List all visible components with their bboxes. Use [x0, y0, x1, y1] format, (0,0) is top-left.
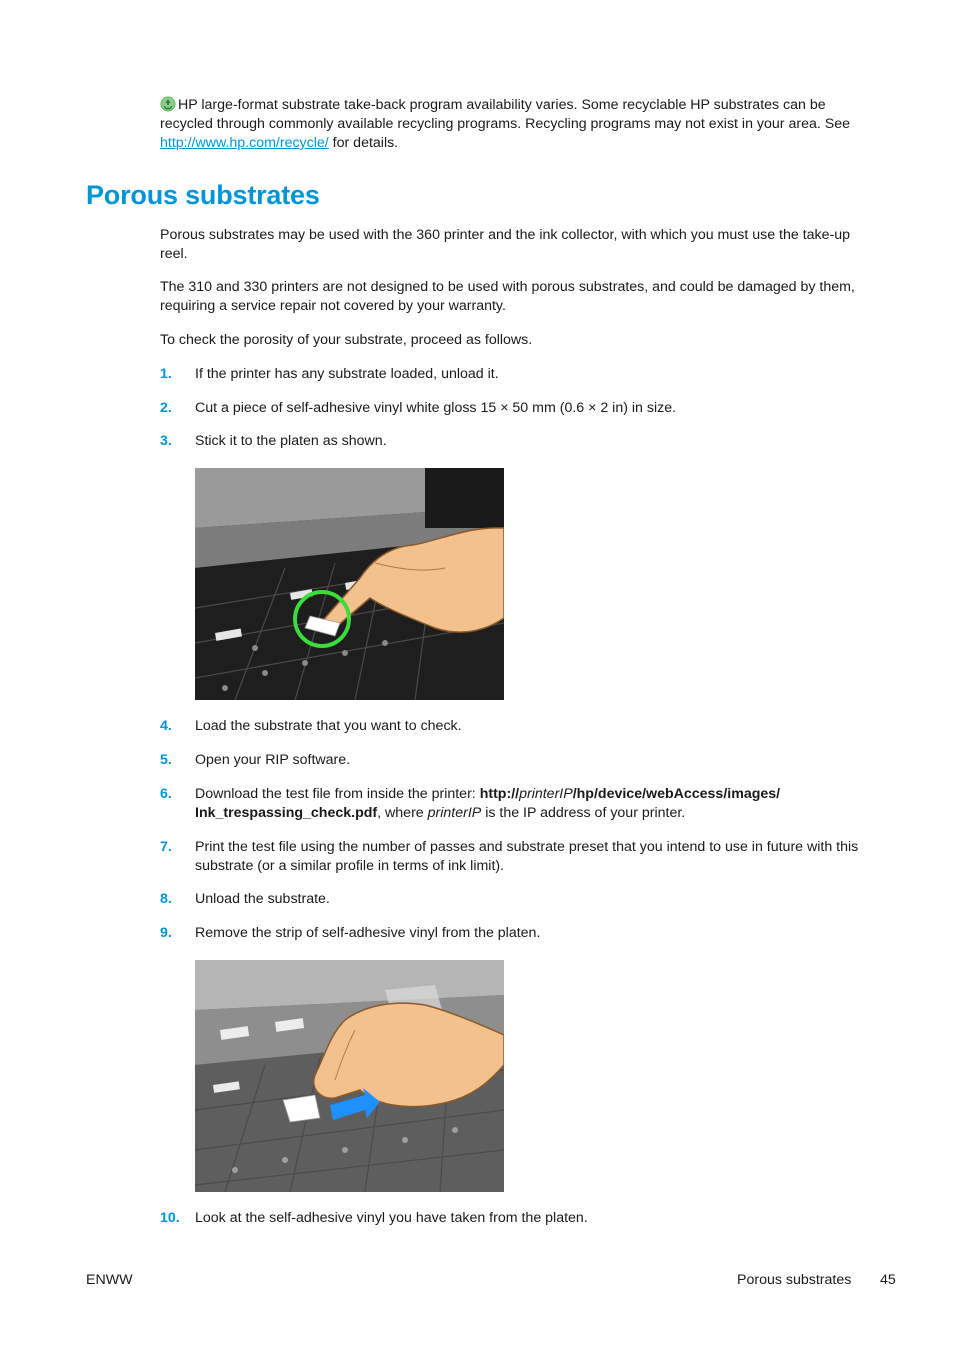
step-number: 4. [160, 718, 172, 734]
note-text-after: for details. [328, 135, 399, 151]
step-text [195, 785, 880, 823]
step-number: 9. [160, 925, 172, 941]
step-6-text-a: Download the test file from inside the printer: [195, 786, 480, 802]
step-text: Load the substrate that you want to check. [195, 718, 462, 734]
step-number: 8. [160, 891, 172, 907]
step-text: Look at the self-adhesive vinyl you have taken from the platen. [195, 1210, 588, 1226]
recycle-note [160, 96, 875, 153]
test-file-url-path: /hp/device/webAccess/images/ [572, 786, 781, 802]
step-number: 10. [160, 1210, 180, 1226]
step-number: 5. [160, 752, 172, 768]
test-file-name: Ink_trespassing_check.pdf [195, 805, 378, 821]
paragraph-1: Porous substrates may be used with the 360 printer and the ink collector, with which you must use the take-up reel. [160, 227, 851, 262]
step-number: 6. [160, 786, 172, 802]
printer-ip-term: printerIP [427, 805, 482, 821]
step-text: Unload the substrate. [195, 891, 330, 907]
step-text: Remove the strip of self-adhesive vinyl from the platen. [195, 925, 541, 941]
footer-left: ENWW [86, 1272, 133, 1288]
platen-remove-illustration [195, 960, 504, 1192]
note-text-before: HP large-format substrate take-back program availability varies. Some recyclable HP substrates can be recycled through commonly available recycling programs. Recycling programs may not exist in your area. See [160, 97, 850, 132]
step-text: Print the test file using the number of passes and substrate preset that you intend to use in future with this substrate (or a similar profile in terms of ink limit). [195, 839, 859, 874]
test-file-url-host: printerIP [519, 786, 573, 802]
paragraph-2: The 310 and 330 printers are not designed to be used with porous substrates, and could be damaged by them, requiring a service repair not covered by your warranty. [160, 279, 855, 314]
page-number: 45 [880, 1272, 896, 1288]
step-number: 7. [160, 839, 172, 855]
platen-stick-illustration [195, 468, 504, 700]
step-text: Stick it to the platen as shown. [195, 433, 387, 449]
step-number: 1. [160, 366, 172, 382]
section-title: Porous substrates [86, 180, 320, 210]
test-file-url-scheme: http:// [479, 786, 520, 802]
step-number: 3. [160, 433, 172, 449]
recycle-icon [160, 96, 176, 112]
footer-section: Porous substrates [737, 1272, 852, 1288]
step-text: Cut a piece of self-adhesive vinyl white gloss 15 × 50 mm (0.6 × 2 in) in size. [195, 400, 677, 416]
step-text: If the printer has any substrate loaded, unload it. [195, 366, 499, 382]
paragraph-3: To check the porosity of your substrate, proceed as follows. [160, 332, 533, 348]
step-number: 2. [160, 400, 172, 416]
step-6-text-c: is the IP address of your printer. [481, 805, 686, 821]
step-text: Open your RIP software. [195, 752, 351, 768]
recycle-link[interactable]: http://www.hp.com/recycle/ [160, 135, 329, 151]
step-6-text-b: , where [377, 805, 428, 821]
